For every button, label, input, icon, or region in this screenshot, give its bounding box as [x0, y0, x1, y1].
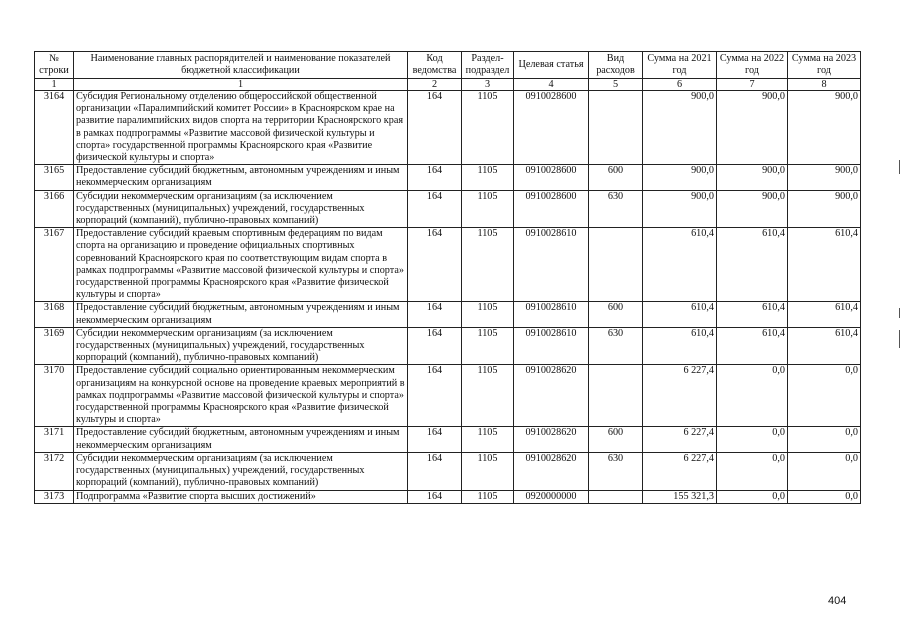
scan-edge-mark [899, 330, 900, 348]
department-code-cell: 164 [408, 452, 462, 490]
target-article-cell: 0910028620 [514, 365, 589, 427]
table-row [35, 190, 861, 228]
sum-2023-cell: 900,0 [788, 190, 861, 228]
target-article-cell: 0910028610 [514, 327, 589, 365]
column-number: 6 [643, 79, 717, 91]
department-code-cell: 164 [408, 490, 462, 503]
column-number: 3 [462, 79, 514, 91]
row-name-cell: Предоставление субсидий бюджетным, автономным учреждениям и иным некоммерческим организациям [74, 427, 408, 452]
expense-type-cell: 630 [589, 327, 643, 365]
budget-table [34, 51, 861, 504]
sum-2021-cell: 900,0 [643, 91, 717, 165]
sum-2022-cell: 610,4 [717, 327, 788, 365]
sum-2022-cell: 900,0 [717, 165, 788, 190]
table-row [35, 490, 861, 503]
sum-2021-cell: 610,4 [643, 228, 717, 302]
expense-type-cell: 630 [589, 190, 643, 228]
sum-2021-cell: 6 227,4 [643, 452, 717, 490]
column-number: 5 [589, 79, 643, 91]
row-name-cell: Субсидия Региональному отделению общероссийской общественной организации «Паралимпийский комитет России» в Красноярском крае на развитие паралимпийских видов спорта на территории Красноярского края в рамках подпрограммы «Развитие массовой физической культуры и спорта» государственной программы Красноярского края «Развитие физической культуры и спорта» [74, 91, 408, 165]
expense-type-cell: 600 [589, 302, 643, 327]
sum-2022-cell: 610,4 [717, 302, 788, 327]
row-number-cell: 3165 [35, 165, 74, 190]
target-article-cell: 0910028600 [514, 91, 589, 165]
target-article-cell: 0910028610 [514, 302, 589, 327]
section-cell: 1105 [462, 365, 514, 427]
header-target-article: Целевая статья [514, 52, 589, 79]
target-article-cell: 0910028600 [514, 165, 589, 190]
table-row [35, 365, 861, 427]
column-number: 1 [35, 79, 74, 91]
table-row [35, 302, 861, 327]
header-expense-type: Вид расходов [589, 52, 643, 79]
sum-2021-cell: 610,4 [643, 302, 717, 327]
table-row [35, 427, 861, 452]
column-number: 2 [408, 79, 462, 91]
table-row [35, 165, 861, 190]
expense-type-cell: 600 [589, 165, 643, 190]
sum-2022-cell: 900,0 [717, 190, 788, 228]
sum-2023-cell: 0,0 [788, 365, 861, 427]
column-number: 4 [514, 79, 589, 91]
sum-2022-cell: 900,0 [717, 91, 788, 165]
target-article-cell: 0910028600 [514, 190, 589, 228]
expense-type-cell [589, 91, 643, 165]
column-numbering-row [35, 79, 861, 91]
header-department-code: Код ведомства [408, 52, 462, 79]
section-cell: 1105 [462, 327, 514, 365]
department-code-cell: 164 [408, 427, 462, 452]
target-article-cell: 0910028620 [514, 452, 589, 490]
section-cell: 1105 [462, 190, 514, 228]
department-code-cell: 164 [408, 365, 462, 427]
sum-2021-cell: 6 227,4 [643, 427, 717, 452]
header-name: Наименование главных распорядителей и наименование показателей бюджетной классификации [74, 52, 408, 79]
sum-2021-cell: 155 321,3 [643, 490, 717, 503]
scan-edge-mark [899, 308, 900, 318]
section-cell: 1105 [462, 452, 514, 490]
sum-2023-cell: 0,0 [788, 427, 861, 452]
row-number-cell: 3172 [35, 452, 74, 490]
section-cell: 1105 [462, 228, 514, 302]
table-row [35, 91, 861, 165]
row-name-cell: Предоставление субсидий социально ориентированным некоммерческим организациям на конкурсной основе на проведение краевых мероприятий в рамках подпрограммы «Развитие массовой физической культуры и спорта» государственной программы Красноярского края «Развитие физической культуры и спорта» [74, 365, 408, 427]
row-number-cell: 3167 [35, 228, 74, 302]
header-sum-2022: Сумма на 2022 год [717, 52, 788, 79]
column-number: 7 [717, 79, 788, 91]
expense-type-cell: 600 [589, 427, 643, 452]
row-name-cell: Предоставление субсидий бюджетным, автономным учреждениям и иным некоммерческим организациям [74, 302, 408, 327]
target-article-cell: 0910028620 [514, 427, 589, 452]
department-code-cell: 164 [408, 302, 462, 327]
row-name-cell: Предоставление субсидий краевым спортивным федерациям по видам спорта на организацию и проведение официальных спортивных соревнований Красноярского края по соответствующим видам спорта в рамках подпрограммы «Развитие массовой физической культуры и спорта» государственной программы Красноярского края «Развитие физической культуры и спорта» [74, 228, 408, 302]
scan-edge-mark [899, 160, 900, 174]
sum-2022-cell: 0,0 [717, 365, 788, 427]
expense-type-cell [589, 365, 643, 427]
header-row [35, 52, 861, 79]
department-code-cell: 164 [408, 228, 462, 302]
sum-2023-cell: 610,4 [788, 228, 861, 302]
table-body [35, 91, 861, 504]
row-name-cell: Подпрограмма «Развитие спорта высших достижений» [74, 490, 408, 503]
department-code-cell: 164 [408, 165, 462, 190]
sum-2023-cell: 610,4 [788, 302, 861, 327]
sum-2023-cell: 0,0 [788, 452, 861, 490]
sum-2022-cell: 610,4 [717, 228, 788, 302]
expense-type-cell [589, 228, 643, 302]
column-number: 8 [788, 79, 861, 91]
sum-2023-cell: 0,0 [788, 490, 861, 503]
department-code-cell: 164 [408, 190, 462, 228]
sum-2021-cell: 610,4 [643, 327, 717, 365]
row-number-cell: 3166 [35, 190, 74, 228]
section-cell: 1105 [462, 91, 514, 165]
row-number-cell: 3169 [35, 327, 74, 365]
row-number-cell: 3168 [35, 302, 74, 327]
expense-type-cell [589, 490, 643, 503]
column-number: 1 [74, 79, 408, 91]
sum-2023-cell: 900,0 [788, 91, 861, 165]
sum-2022-cell: 0,0 [717, 490, 788, 503]
row-number-cell: 3171 [35, 427, 74, 452]
section-cell: 1105 [462, 490, 514, 503]
sum-2021-cell: 900,0 [643, 165, 717, 190]
table-row [35, 228, 861, 302]
row-number-cell: 3170 [35, 365, 74, 427]
header-row-number: № строки [35, 52, 74, 79]
sum-2023-cell: 900,0 [788, 165, 861, 190]
sum-2022-cell: 0,0 [717, 452, 788, 490]
page-number: 404 [828, 595, 847, 607]
section-cell: 1105 [462, 302, 514, 327]
row-name-cell: Субсидии некоммерческим организациям (за исключением государственных (муниципальных) учреждений, государственных корпораций (компаний), публично-правовых компаний) [74, 452, 408, 490]
section-cell: 1105 [462, 427, 514, 452]
department-code-cell: 164 [408, 327, 462, 365]
section-cell: 1105 [462, 165, 514, 190]
table-row [35, 327, 861, 365]
row-name-cell: Субсидии некоммерческим организациям (за исключением государственных (муниципальных) учреждений, государственных корпораций (компаний), публично-правовых компаний) [74, 190, 408, 228]
row-number-cell: 3164 [35, 91, 74, 165]
table-row [35, 452, 861, 490]
header-sum-2021: Сумма на 2021 год [643, 52, 717, 79]
header-section: Раздел- подраздел [462, 52, 514, 79]
row-number-cell: 3173 [35, 490, 74, 503]
target-article-cell: 0920000000 [514, 490, 589, 503]
target-article-cell: 0910028610 [514, 228, 589, 302]
department-code-cell: 164 [408, 91, 462, 165]
expense-type-cell: 630 [589, 452, 643, 490]
row-name-cell: Предоставление субсидий бюджетным, автономным учреждениям и иным некоммерческим организациям [74, 165, 408, 190]
sum-2021-cell: 6 227,4 [643, 365, 717, 427]
sum-2021-cell: 900,0 [643, 190, 717, 228]
sum-2023-cell: 610,4 [788, 327, 861, 365]
sum-2022-cell: 0,0 [717, 427, 788, 452]
row-name-cell: Субсидии некоммерческим организациям (за исключением государственных (муниципальных) учреждений, государственных корпораций (компаний), публично-правовых компаний) [74, 327, 408, 365]
header-sum-2023: Сумма на 2023 год [788, 52, 861, 79]
